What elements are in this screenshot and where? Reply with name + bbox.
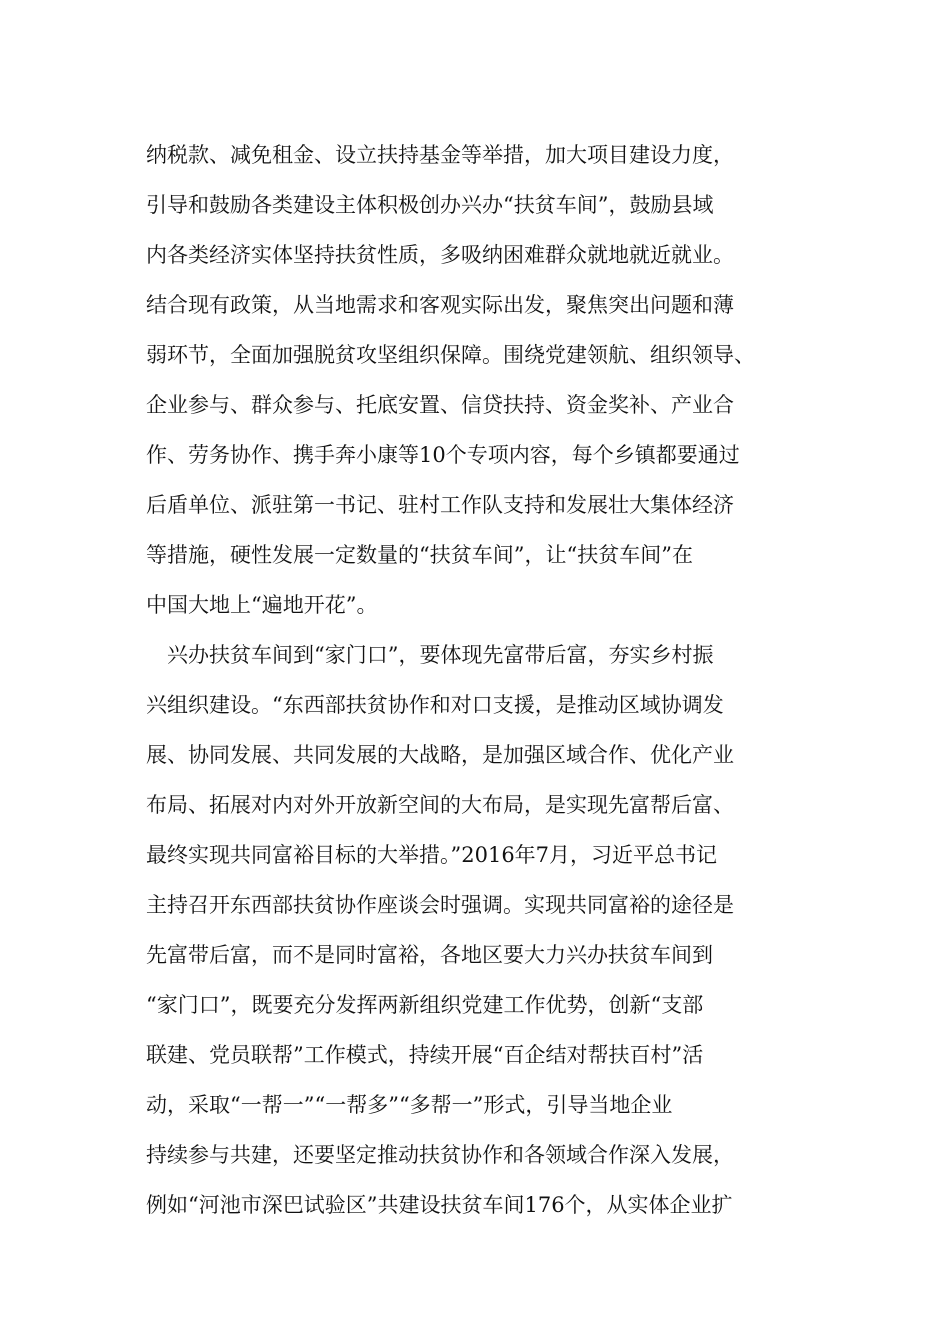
text-line: 兴办扶贫车间到“家门口”，要体现先富带后富，夯实乡村振 (146, 643, 714, 667)
text-line: 纳税款、减免租金、设立扶持基金等举措，加大项目建设力度， (146, 143, 734, 167)
text-line: 内各类经济实体坚持扶贫性质，多吸纳困难群众就地就近就业。 (146, 243, 734, 267)
text-line: 持续参与共建，还要坚定推动扶贫协作和各领域合作深入发展， (146, 1143, 734, 1167)
text-line: 主持召开东西部扶贫协作座谈会时强调。实现共同富裕的途径是 (146, 893, 734, 917)
text-line: 展、协同发展、共同发展的大战略，是加强区域合作、优化产业 (146, 743, 734, 767)
text-line: 最终实现共同富裕目标的大举措。”2016年7月，习近平总书记 (146, 843, 718, 867)
text-line: 弱环节，全面加强脱贫攻坚组织保障。围绕党建领航、组织领导、 (146, 343, 755, 367)
text-line: 布局、拓展对内对外开放新空间的大布局，是实现先富帮后富、 (146, 793, 734, 817)
text-line: 作、劳务协作、携手奔小康等10个专项内容，每个乡镇都要通过 (146, 443, 740, 467)
text-line: 引导和鼓励各类建设主体积极创办兴办“扶贫车间”，鼓励县域 (146, 193, 714, 217)
text-line: 先富带后富，而不是同时富裕，各地区要大力兴办扶贫车间到 (146, 943, 713, 967)
paragraph-2 (146, 630, 806, 1230)
text-line: 结合现有政策，从当地需求和客观实际出发，聚焦突出问题和薄 (146, 293, 734, 317)
text-line: 中国大地上“遍地开花”。 (146, 593, 378, 617)
text-line: 动，采取“一帮一”“一帮多”“多帮一”形式，引导当地企业 (146, 1093, 673, 1117)
text-line: 例如“河池市深巴试验区”共建设扶贫车间176个，从实体企业扩 (146, 1193, 733, 1217)
document-body (146, 130, 806, 1230)
text-line: 后盾单位、派驻第一书记、驻村工作队支持和发展壮大集体经济 (146, 493, 734, 517)
text-line: 企业参与、群众参与、托底安置、信贷扶持、资金奖补、产业合 (146, 393, 734, 417)
text-line: “家门口”，既要充分发挥两新组织党建工作优势，创新“支部 (146, 993, 704, 1017)
text-line: 联建、党员联帮”工作模式，持续开展“百企结对帮扶百村”活 (146, 1043, 704, 1067)
paragraph-1 (146, 130, 806, 630)
text-line: 兴组织建设。“东西部扶贫协作和对口支援，是推动区域协调发 (146, 693, 724, 717)
text-line: 等措施，硬性发展一定数量的“扶贫车间”，让“扶贫车间”在 (146, 543, 693, 567)
